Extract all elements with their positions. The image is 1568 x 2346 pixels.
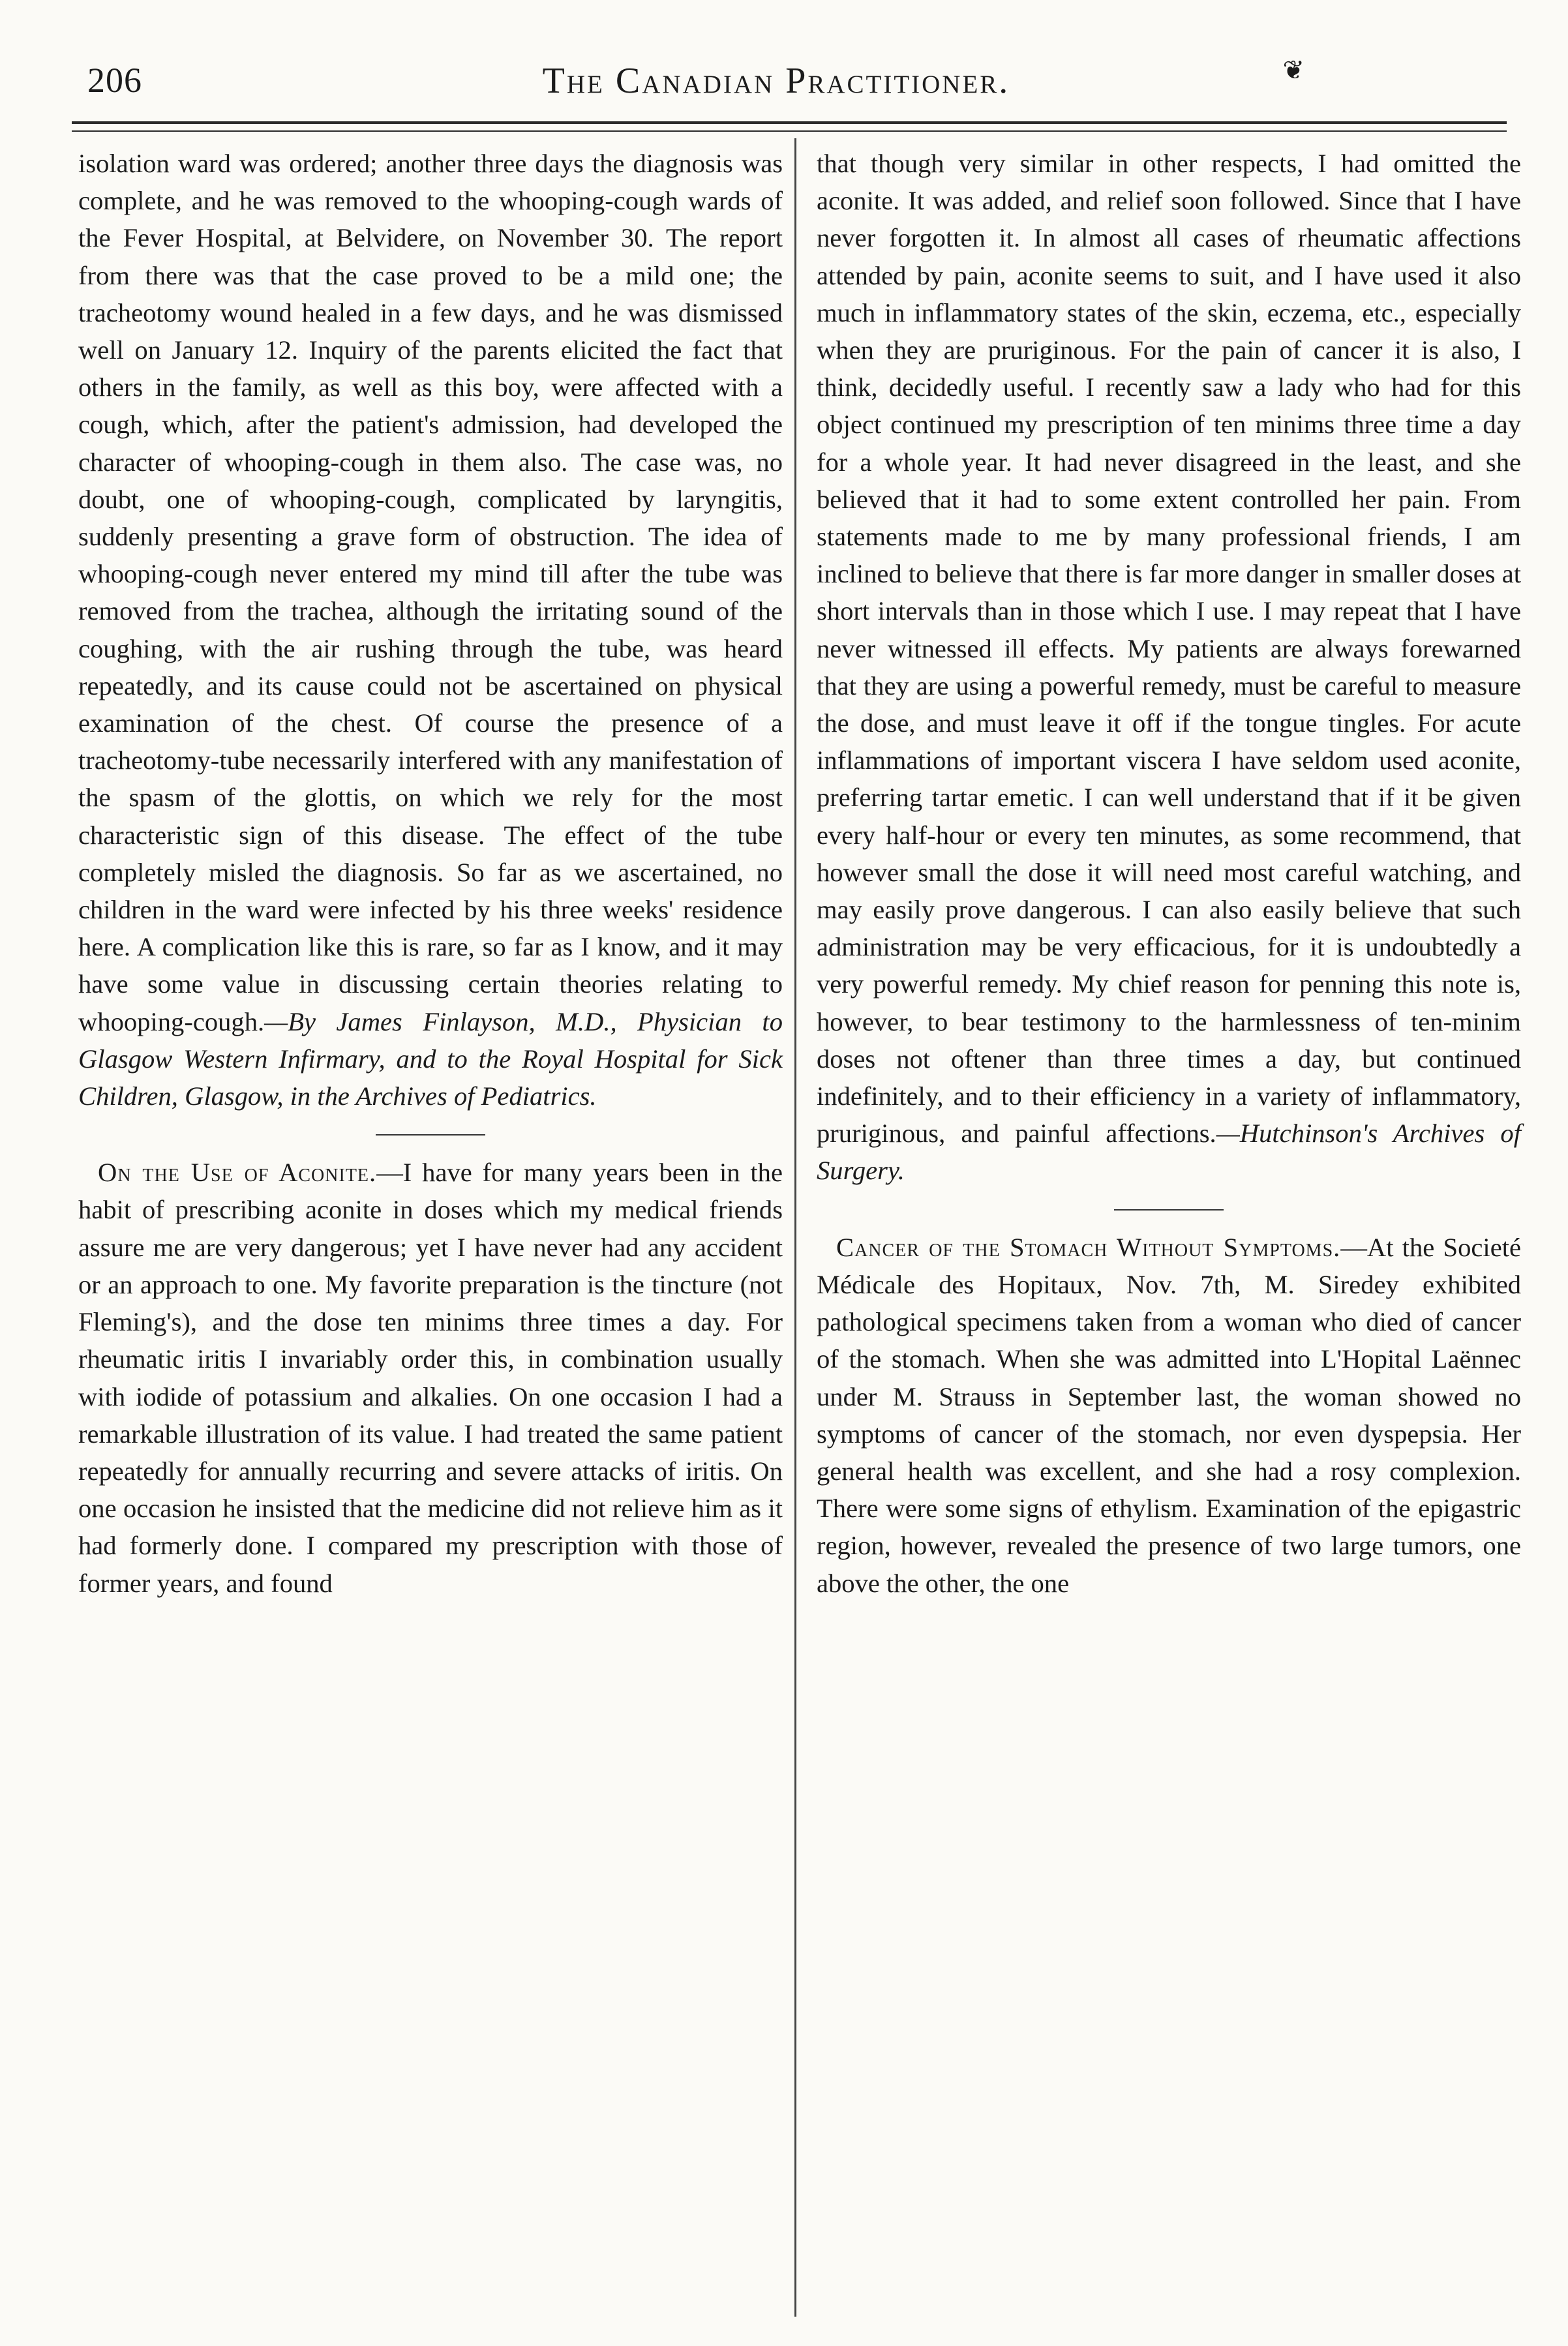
section-separator xyxy=(376,1134,485,1135)
cancer-article xyxy=(817,1229,1521,1602)
running-title: The Canadian Practitioner. xyxy=(542,61,1010,101)
ornament-icon: ❦ xyxy=(1282,55,1304,85)
aconite-heading: On the Use of Aconite. xyxy=(98,1158,377,1188)
right-paragraph-1-text: that though very similar in other respects, I had omitted the aconite. It was added, and relief soon followed. Since that I have never forgotten it. In almost all cases of rheumatic affections attended by pain, aconite seems to suit, and I have used it also much in inflammatory states of the skin, eczema, etc., especially when they are pruriginous. For the pain of cancer it is also, I think, decidedly useful. I recently saw a lady who had for this object continued my prescription of ten minims three time a day for a whole year. It had never disagreed in the least, and she believed that it had to some extent controlled her pain. From statements made to me by many professional friends, I am inclined to believe that there is far more danger in smaller doses at short intervals than in those which I use. I may repeat that I have never witnessed ill effects. My patients are always forewarned that they are using a powerful remedy, must be careful to measure the dose, and must leave it off if the tongue tingles. For acute inflammations of important viscera I have seldom used aconite, preferring tartar emetic. I can well understand that if it be given every half-hour or every ten minutes, as some recommend, that however small the dose it will need most careful watching, and may easily prove dangerous. I can also easily believe that such administration may be very efficacious, for it is undoubtedly a very powerful remedy. My chief reason for penning this note is, however, to bear testimony to the harmlessness of ten-minim doses not oftener than three times a day, but continued indefinitely, and to their efficiency in a variety of inflammatory, pruriginous, and painful affections. xyxy=(817,149,1521,1149)
cancer-heading: Cancer of the Stomach Without Symptoms. xyxy=(836,1232,1341,1262)
left-paragraph-1-text: isolation ward was ordered; another three days the diagnosis was complete, and he was removed to the whooping-cough wards of the Fever Hospital, at Belvidere, on November 30. The report from there was that the case proved to be a mild one; the tracheotomy wound healed in a few days, and he was dismissed well on January 12. Inquiry of the parents elicited the fact that others in the family, as well as this boy, were affected with a cough, which, after the patient's admission, had developed the character of whooping-cough in them also. The case was, no doubt, one of whooping-cough, complicated by laryngitis, suddenly presenting a grave form of obstruction. The idea of whooping-cough never entered my mind till after the tube was removed from the trachea, although the irritating sound of the coughing, with the air rushing through the tube, was heard repeatedly, and its cause could not be ascertained on physical examination of the chest. Of course the presence of a tracheotomy-tube necessarily interfered with any manifestation of the spasm of the glottis, on which we rely for the most characteristic sign of this disease. The effect of the tube completely misled the diagnosis. So far as we ascertained, no children in the ward were infected by his three weeks' residence here. A complication like this is rare, so far as I know, and it may have some value in discussing certain theories relating to whooping-cough. xyxy=(78,149,783,1036)
right-column xyxy=(817,145,1521,1602)
left-paragraph-1 xyxy=(78,145,783,1115)
column-divider xyxy=(794,138,796,2317)
left-column xyxy=(78,145,783,1602)
right-citation: —Hutchinson's Archives of Surgery. xyxy=(817,1119,1521,1186)
page-number: 206 xyxy=(87,61,142,100)
cancer-text: —At the Societé Médicale des Hopitaux, Nov. 7th, M. Siredey exhibited pathological specimens taken from a woman who died of cancer of the stomach. When she was admitted into L'Hopital Laënnec under M. Strauss in September last, the woman showed no symptoms of cancer of the stomach, nor even dyspepsia. Her general health was excellent, and she had a rosy complexion. There were some signs of ethylism. Examination of the epigastric region, however, revealed the presence of two large tumors, one above the other, the one xyxy=(817,1232,1521,1598)
page-header xyxy=(78,51,1474,116)
right-paragraph-1 xyxy=(817,145,1521,1190)
aconite-article xyxy=(78,1154,783,1601)
aconite-text: —I have for many years been in the habit of prescribing aconite in doses which my medical friends assure me are very dangerous; yet I have never had any accident or an approach to one. My favorite preparation is the tincture (not Fleming's), and the dose ten minims three times a day. For rheumatic iritis I invariably order this, in combination usually with iodide of potassium and alkalies. On one occasion I had a remarkable illustration of its value. I had treated the same patient repeatedly for annually recurring and severe attacks of iritis. On one occasion he insisted that the medicine did not relieve him as it had formerly done. I compared my prescription with those of former years, and found xyxy=(78,1158,783,1598)
header-rule-thick xyxy=(72,121,1507,124)
header-rule-thin xyxy=(72,130,1507,132)
left-citation: —By James Finlayson, M.D., Physician to Glasgow Western Infirmary, and to the Royal Hospital for Sick Children, Glasgow, in the Archives of Pediatrics. xyxy=(78,1006,783,1111)
section-separator xyxy=(1114,1209,1224,1211)
